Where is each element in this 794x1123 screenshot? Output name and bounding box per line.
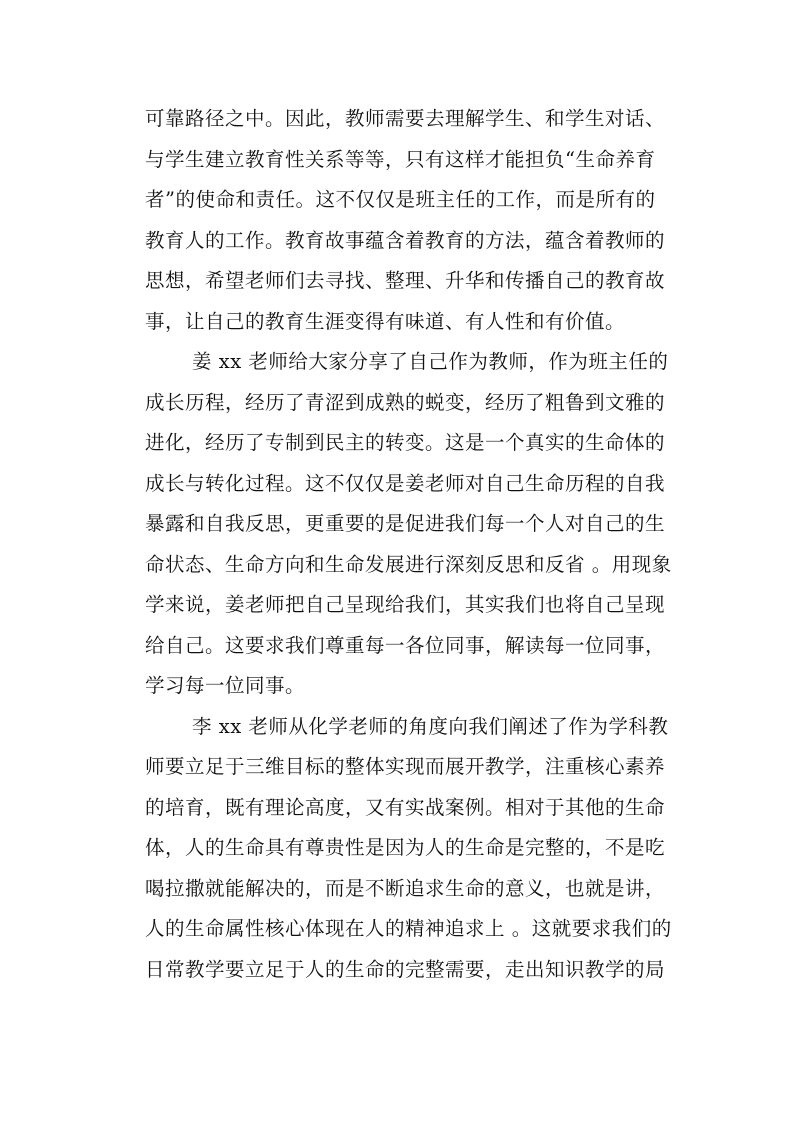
text-line: 喝拉撒就能解决的，而是不断追求生命的意义，也就是讲， [145, 877, 666, 900]
text-line: 师要立足于三维目标的整体实现而展开教学，注重核心素养 [145, 755, 666, 778]
text-line: 给自己。这要求我们尊重每一各位同事，解读每一位同事， [145, 634, 666, 657]
text-line: 学习每一位同事。 [145, 674, 306, 697]
text-line: 体，人的生命具有尊贵性是因为人的生命是完整的，不是吃 [145, 836, 666, 859]
text-line: 学来说，姜老师把自己呈现给我们，其实我们也将自己呈现 [145, 593, 666, 616]
text-line: 可靠路径之中。因此，教师需要去理解学生、和学生对话、 [145, 107, 666, 130]
text-line: 日常教学要立足于人的生命的完整需要，走出知识教学的局 [145, 958, 666, 981]
paragraph-start-line: 姜 xx 老师给大家分享了自己作为教师，作为班主任的 [192, 350, 669, 373]
text-line: 成长与转化过程。这不仅仅是姜老师对自己生命历程的自我 [145, 472, 666, 495]
text-line: 思想，希望老师们去寻找、整理、升华和传播自己的教育故 [145, 269, 666, 292]
text-line: 的培育，既有理论高度，又有实战案例。相对于其他的生命 [145, 796, 666, 819]
paragraph-start-line: 李 xx 老师从化学老师的角度向我们阐述了作为学科教 [192, 715, 669, 738]
text-line: 与学生建立教育性关系等等，只有这样才能担负“生命养育 [145, 148, 656, 171]
text-line: 进化，经历了专制到民主的转变。这是一个真实的生命体的 [145, 431, 666, 454]
text-line: 人的生命属性核心体现在人的精神追求上 。这就要求我们的 [145, 917, 672, 940]
text-line: 教育人的工作。教育故事蕴含着教育的方法，蕴含着教师的 [145, 229, 666, 252]
text-line: 者”的使命和责任。这不仅仅是班主任的工作，而是所有的 [145, 188, 656, 211]
text-line: 暴露和自我反思，更重要的是促进我们每一个人对自己的生 [145, 512, 666, 535]
text-line: 命状态、生命方向和生命发展进行深刻反思和反省 。用现象 [145, 553, 672, 576]
text-line: 成长历程，经历了青涩到成熟的蜕变，经历了粗鲁到文雅的 [145, 391, 666, 414]
text-line: 事，让自己的教育生涯变得有味道、有人性和有价值。 [145, 310, 626, 333]
